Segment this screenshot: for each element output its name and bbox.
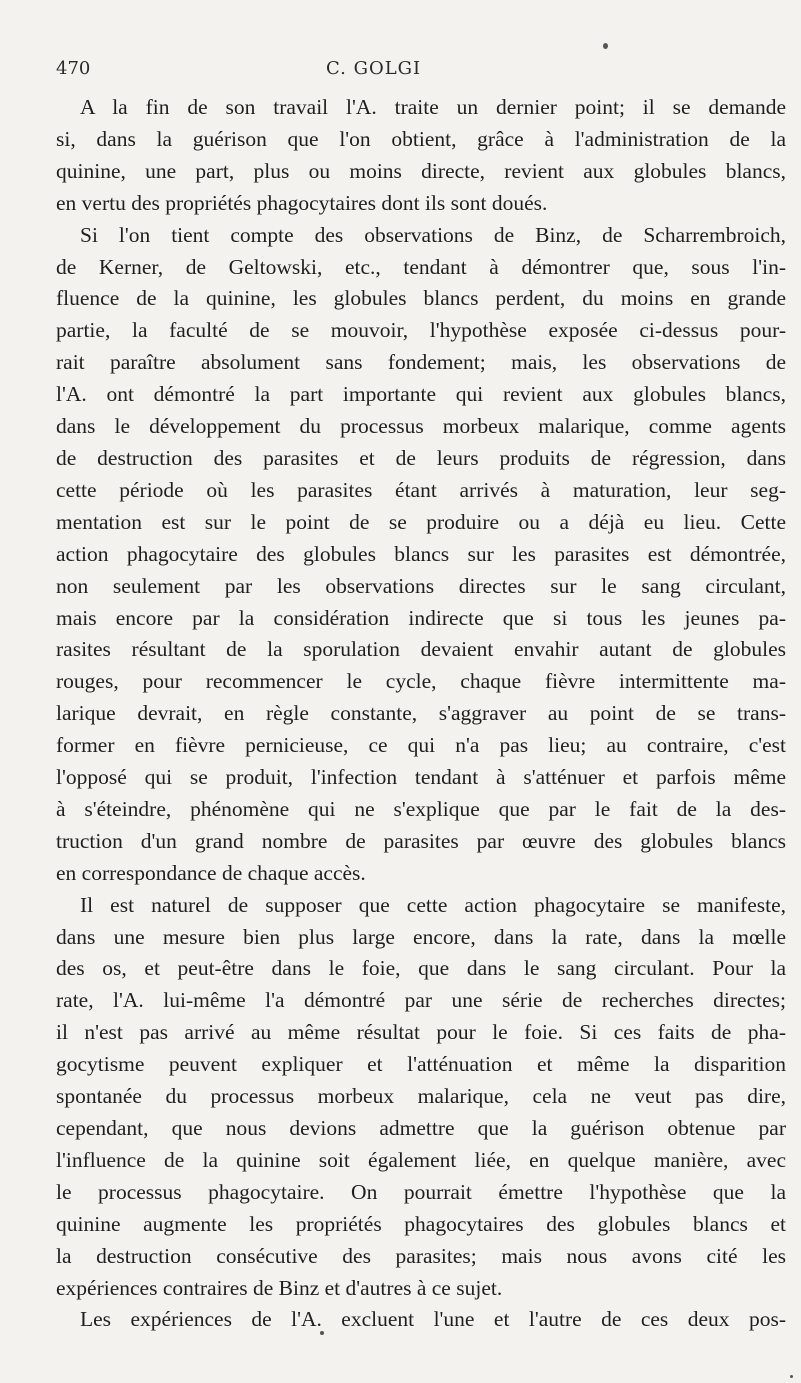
scan-speck bbox=[603, 43, 608, 49]
scan-speck bbox=[790, 1375, 793, 1378]
text-line: larique devrait, en règle constante, s'aggraver au point de se trans- bbox=[56, 701, 786, 726]
text-line: quinine augmente les propriétés phagocytaires des globules blancs et bbox=[56, 1211, 786, 1236]
text-line: truction d'un grand nombre de parasites par œuvre des globules blancs bbox=[56, 828, 786, 853]
paragraph-4 bbox=[56, 1304, 786, 1336]
text-line: à s'éteindre, phénomène qui ne s'explique que par le fait de la des- bbox=[56, 796, 786, 821]
paragraph-3 bbox=[56, 890, 786, 1305]
text-line: gocytisme peuvent expliquer et l'atténuation et même la disparition bbox=[56, 1052, 786, 1077]
text-line: il n'est pas arrivé au même résultat pour le foie. Si ces faits de pha- bbox=[56, 1020, 786, 1045]
text-line: l'A. ont démontré la part importante qui revient aux globules blancs, bbox=[56, 382, 786, 407]
text-line: dans le développement du processus morbeux malarique, comme agents bbox=[56, 414, 786, 439]
text-line: rasites résultant de la sporulation devaient envahir autant de globules bbox=[56, 637, 786, 662]
paragraph-1 bbox=[56, 92, 786, 220]
text-line: Les expériences de l'A. excluent l'une et l'autre de ces deux pos- bbox=[80, 1307, 786, 1332]
text-line: non seulement par les observations directes sur le sang circulant, bbox=[56, 573, 786, 598]
text-line: de Kerner, de Geltowski, etc., tendant à démontrer que, sous l'in- bbox=[56, 254, 786, 279]
text-line: A la fin de son travail l'A. traite un dernier point; il se demande bbox=[80, 95, 786, 119]
text-line: en vertu des propriétés phagocytaires dont ils sont doués. bbox=[56, 190, 548, 215]
scan-speck bbox=[320, 1331, 324, 1335]
text-line: l'influence de la quinine soit également liée, en quelque manière, avec bbox=[56, 1147, 786, 1172]
text-line: la destruction consécutive des parasites; mais nous avons cité les bbox=[56, 1243, 786, 1268]
text-line: action phagocytaire des globules blancs sur les parasites est démontrée, bbox=[56, 541, 786, 566]
text-line: spontanée du processus morbeux malarique, cela ne veut pas dire, bbox=[56, 1084, 786, 1109]
running-head bbox=[56, 58, 786, 88]
running-head-author: C. GOLGI bbox=[326, 58, 422, 79]
text-line: fluence de la quinine, les globules blancs perdent, du moins en grande bbox=[56, 286, 786, 311]
text-line: si, dans la guérison que l'on obtient, grâce à l'administration de la bbox=[56, 126, 786, 151]
text-line: en correspondance de chaque accès. bbox=[56, 860, 366, 885]
text-line: mais encore par la considération indirecte que si tous les jeunes pa- bbox=[56, 605, 786, 630]
page-number: 470 bbox=[56, 58, 91, 79]
text-line: quinine, une part, plus ou moins directe, revient aux globules blancs, bbox=[56, 158, 786, 183]
text-line: dans une mesure bien plus large encore, dans la rate, dans la mœlle bbox=[56, 924, 786, 949]
text-line: Si l'on tient compte des observations de Binz, de Scharrembroich, bbox=[80, 222, 786, 247]
text-line: Il est naturel de supposer que cette action phagocytaire se manifeste, bbox=[80, 892, 786, 917]
text-line: des os, et peut-être dans le foie, que dans le sang circulant. Pour la bbox=[56, 956, 786, 981]
text-line: former en fièvre pernicieuse, ce qui n'a pas lieu; au contraire, c'est bbox=[56, 733, 786, 758]
text-line: cette période où les parasites étant arrivés à maturation, leur seg- bbox=[56, 477, 786, 502]
text-line: partie, la faculté de se mouvoir, l'hypothèse exposée ci-dessus pour- bbox=[56, 318, 786, 343]
body-text bbox=[56, 92, 786, 1336]
text-line: rouges, pour recommencer le cycle, chaque fièvre intermittente ma- bbox=[56, 669, 786, 694]
text-line: l'opposé qui se produit, l'infection tendant à s'atténuer et parfois même bbox=[56, 765, 786, 790]
text-line: mentation est sur le point de se produire ou a déjà eu lieu. Cette bbox=[56, 509, 786, 534]
text-line: de destruction des parasites et de leurs produits de régression, dans bbox=[56, 445, 786, 470]
paragraph-2 bbox=[56, 220, 786, 890]
text-line: cependant, que nous devions admettre que la guérison obtenue par bbox=[56, 1116, 786, 1140]
text-line: le processus phagocytaire. On pourrait émettre l'hypothèse que la bbox=[56, 1179, 786, 1204]
text-line: expériences contraires de Binz et d'autres à ce sujet. bbox=[56, 1275, 503, 1300]
text-line: rait paraître absolument sans fondement; mais, les observations de bbox=[56, 350, 786, 375]
text-line: rate, l'A. lui-même l'a démontré par une série de recherches directes; bbox=[56, 988, 786, 1013]
